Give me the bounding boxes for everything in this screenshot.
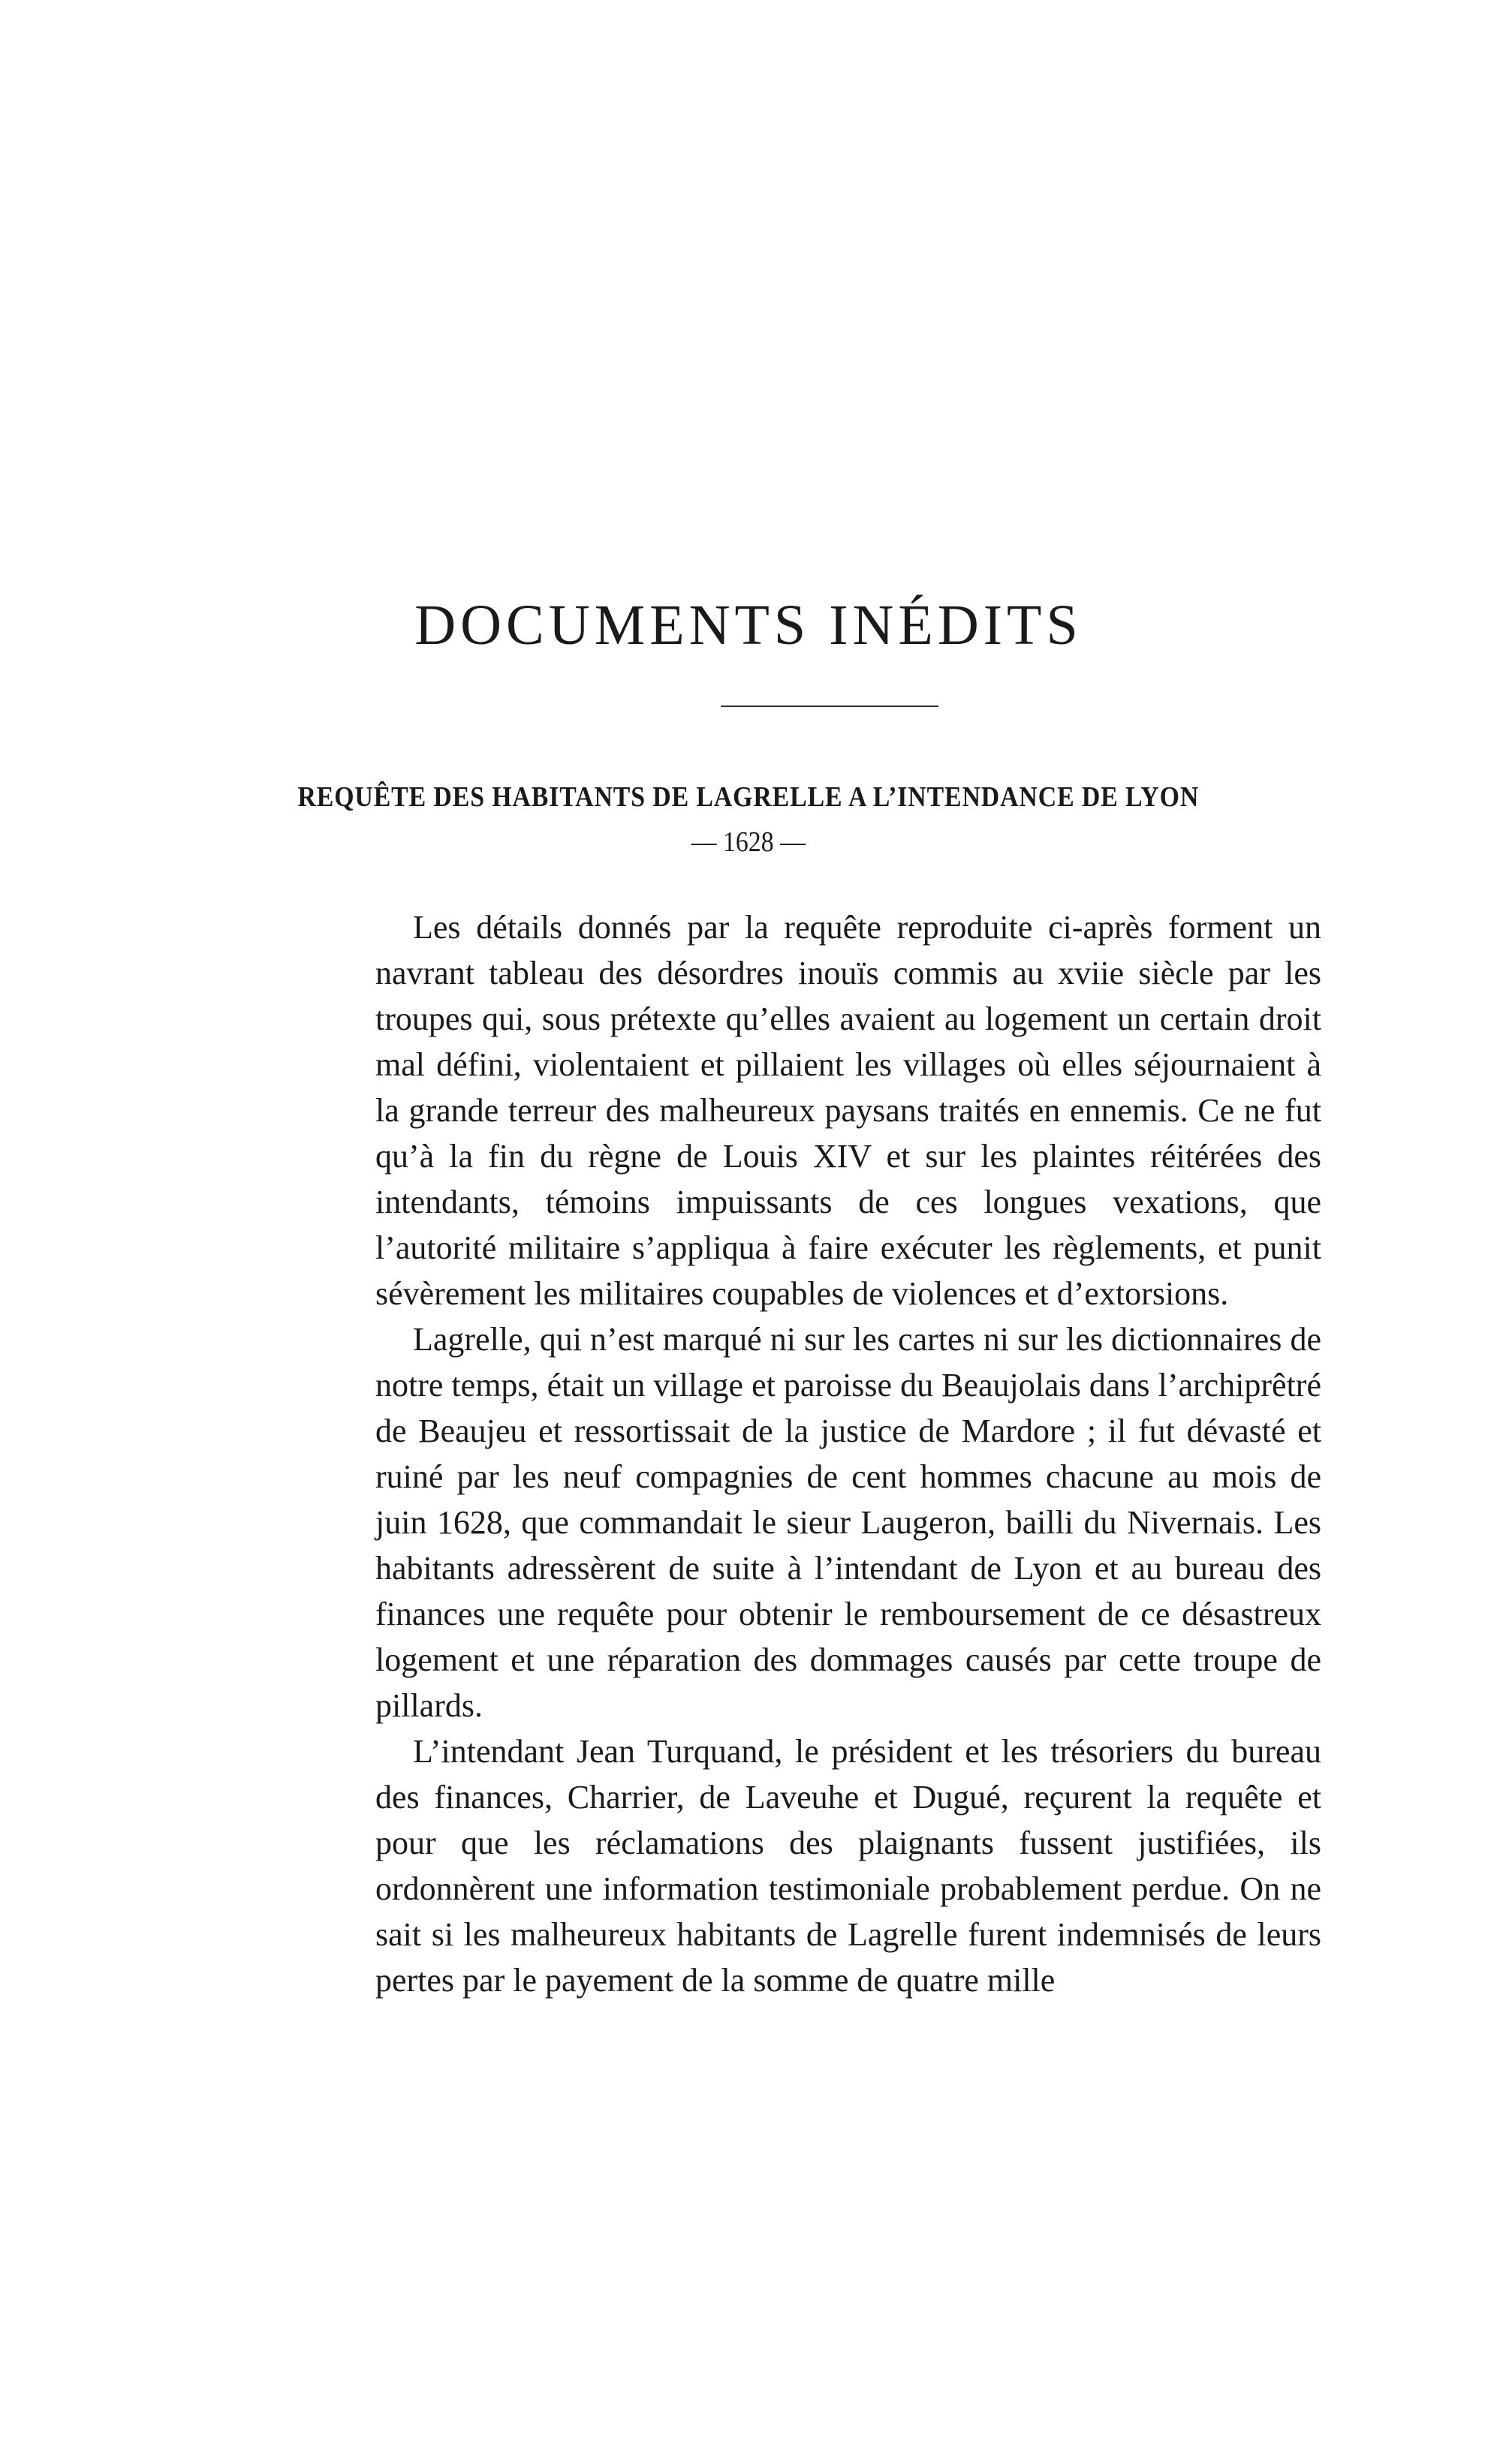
section-heading: REQUÊTE DES HABITANTS DE LAGRELLE A L’INTENDANCE DE LYON bbox=[297, 781, 1200, 813]
paragraph: Lagrelle, qui n’est marqué ni sur les cartes ni sur les dictionnaires de notre temps, était un village et paroisse du Beaujolais dans l’archiprêtré de Beaujeu et ressortissait de la justice de Mardore ; il fut dévasté et ruiné par les neuf compagnies de cent hommes chacune au mois de juin 1628, que commandait le sieur Laugeron, bailli du Nivernais. Les habitants adressèrent de suite à l’intendant de Lyon et au bureau des finances une requête pour obtenir le remboursement de ce désastreux logement et une réparation des dommages causés par cette troupe de pillards. bbox=[375, 1321, 1321, 1724]
paragraph: Les détails donnés par la requête reproduite ci-après forment un navrant tableau des désordres inouïs commis au xviie siècle par les troupes qui, sous prétexte qu’elles avaient au logement un certain droit mal défini, violentaient et pillaient les villages où elles séjournaient à la grande terreur des malheureux paysans traités en ennemis. Ce ne fut qu’à la fin du règne de Louis XIV et sur les plaintes réitérées des intendants, témoins impuissants de ces longues vexations, que l’autorité militaire s’appliqua à faire exécuter les règlements, et punit sévèrement les militaires coupables de violences et d’extorsions. bbox=[375, 909, 1321, 1312]
paragraph: L’intendant Jean Turquand, le président et les trésoriers du bureau des finances, Charrier, de Laveuhe et Dugué, reçurent la requête et pour que les réclamations des plaignants fussent justifiées, ils ordonnèrent une information testimoniale probablement perdue. On ne sait si les malheureux habitants de Lagrelle furent indemnisés de leurs pertes par le payement de la somme de quatre mille bbox=[375, 1733, 1321, 1999]
section-year: — 1628 — bbox=[691, 826, 806, 858]
title-divider bbox=[721, 706, 938, 707]
page-title: DOCUMENTS INÉDITS bbox=[414, 594, 1083, 657]
body-text bbox=[375, 904, 1321, 2003]
